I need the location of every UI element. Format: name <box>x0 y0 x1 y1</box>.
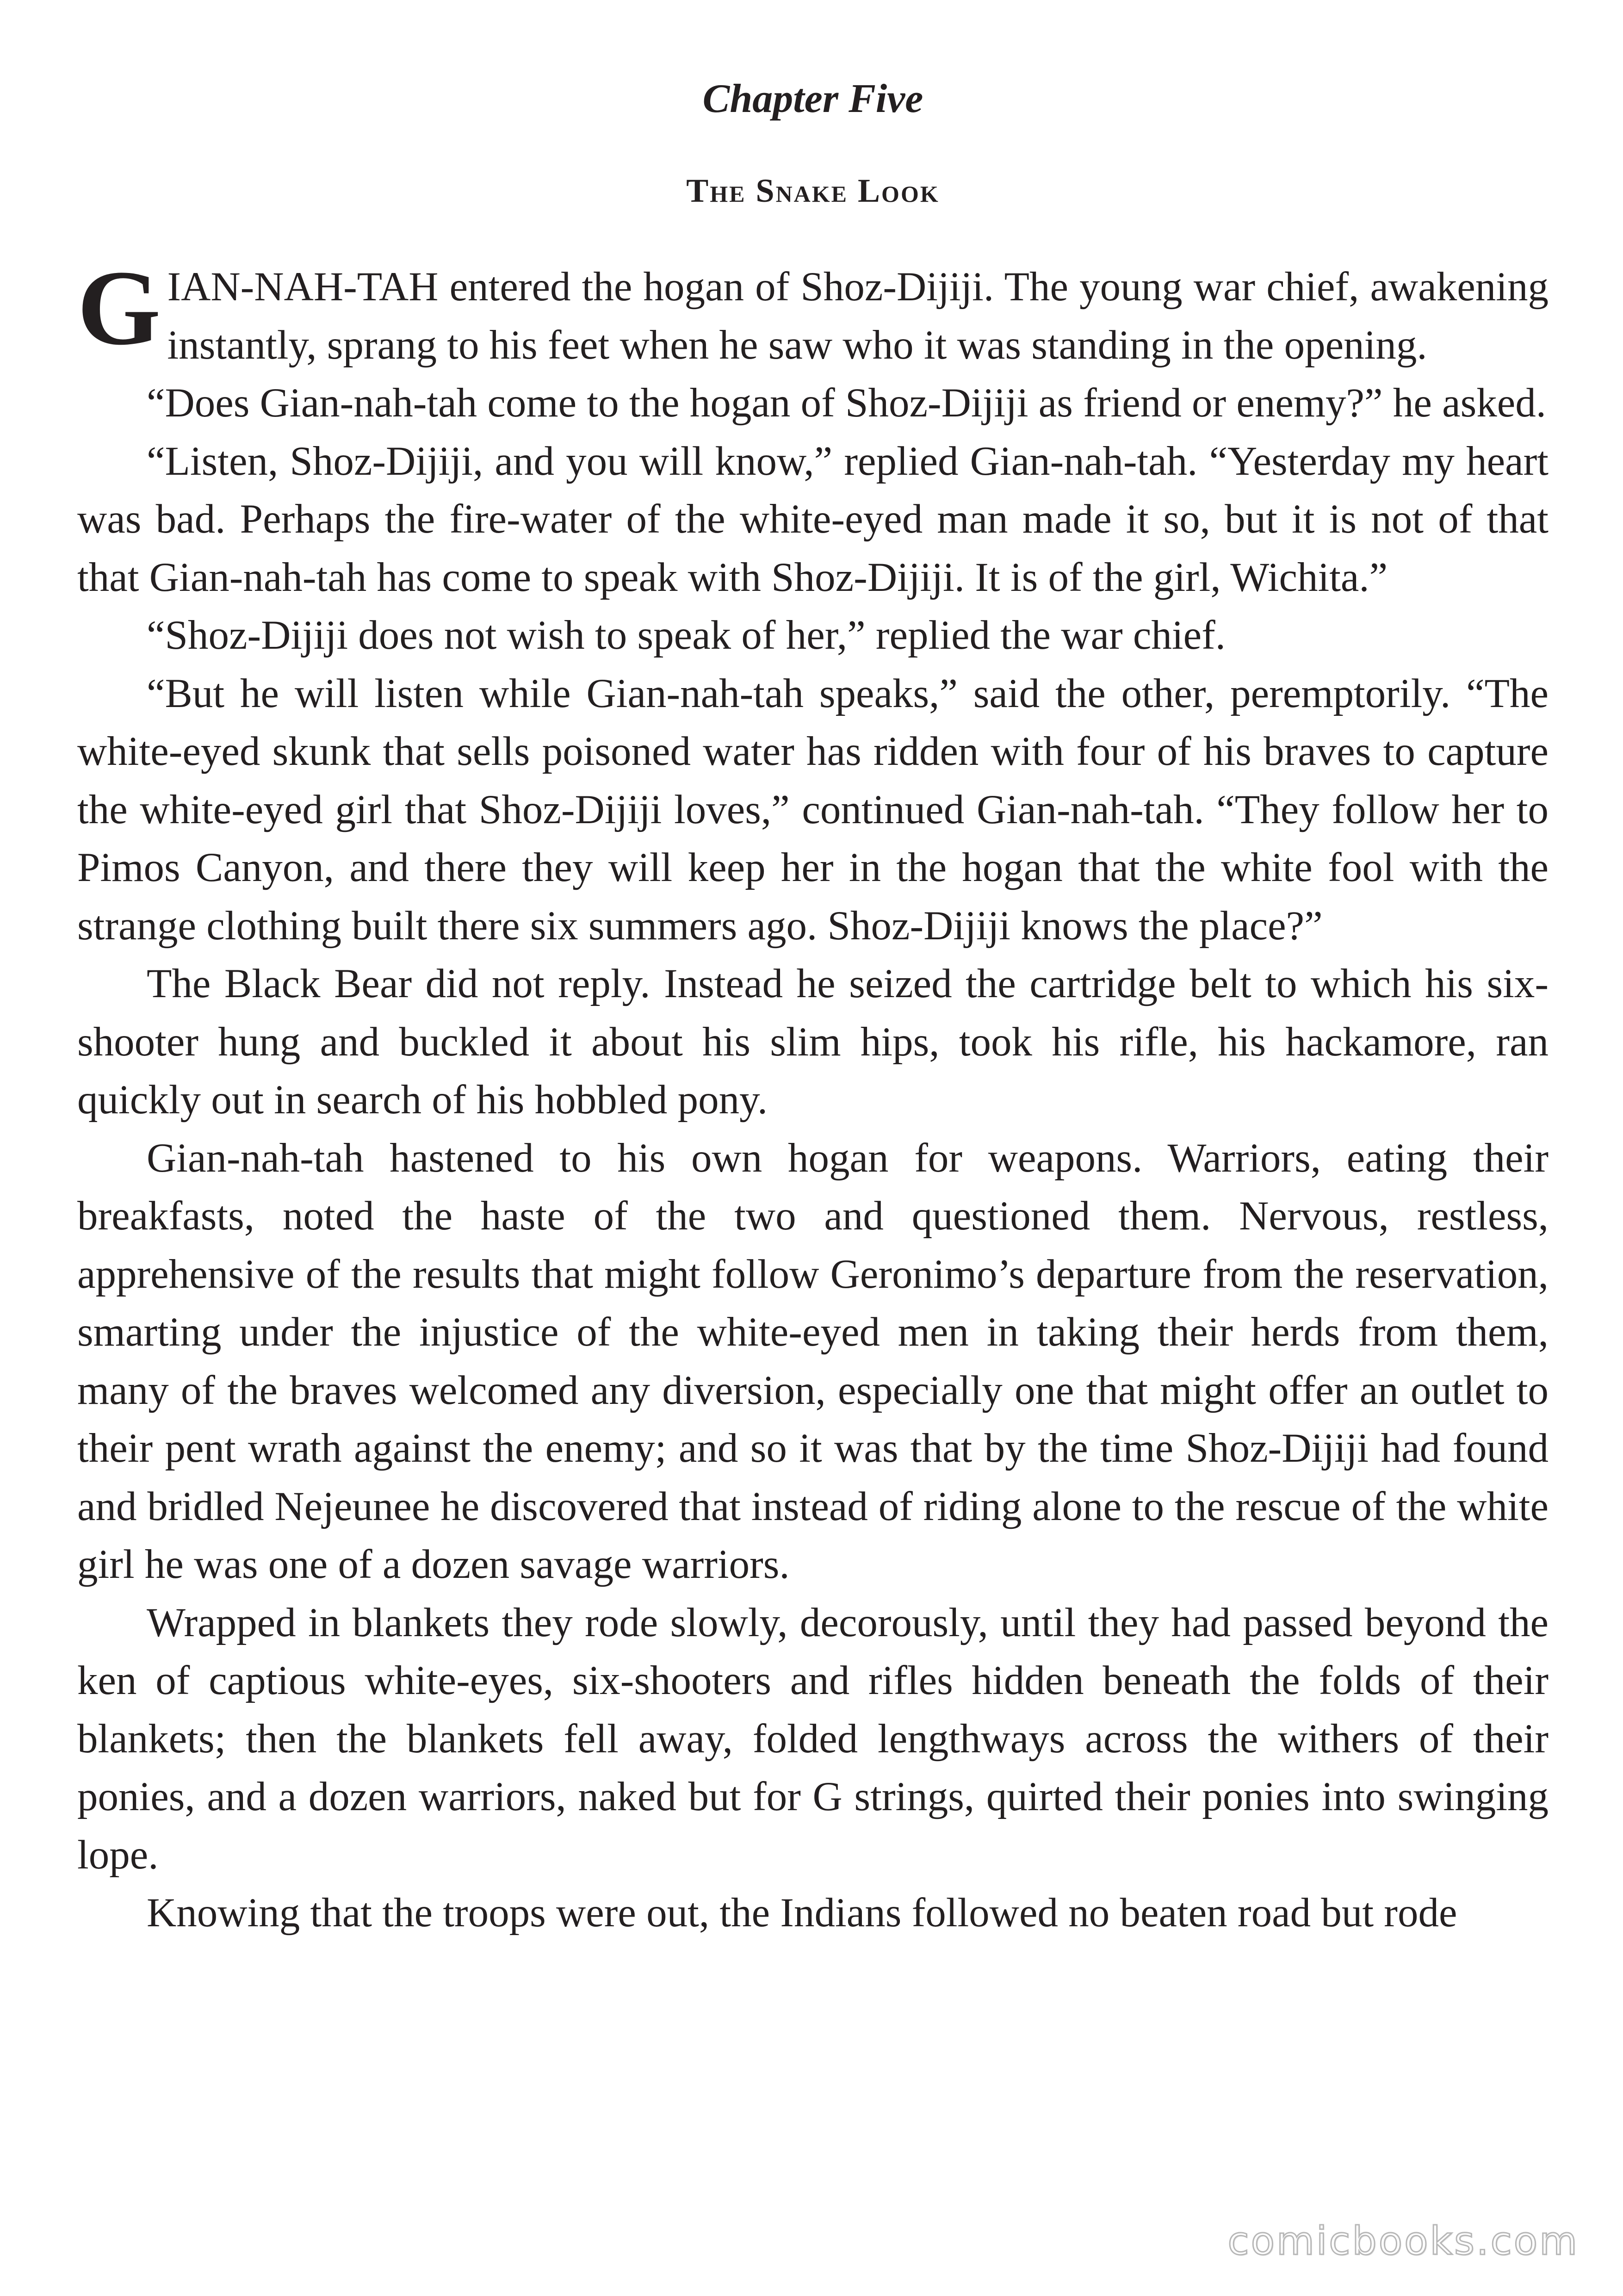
chapter-label: Chapter Five <box>702 76 923 121</box>
drop-cap: G <box>77 248 161 367</box>
paragraph-9: Knowing that the troops were out, the Indians followed no beaten road but rode <box>147 1890 1457 1936</box>
book-page <box>77 69 1549 1942</box>
paragraph-7: Gian-nah-tah hastened to his own hogan for weapons. Warriors, eating their breakfasts, noted the haste of the two and questioned them. Nervous, restless, apprehensive of the results that might follow Geronimo’s departure from the reservation, smarting under the injustice of the white-eyed men in taking their herds from them, many of the braves welcomed any diversion, especially one that might offer an outlet to their pent wrath against the enemy; and so it was that by the time Shoz-Dijiji had found and bridled Nejeunee he discovered that instead of riding alone to the rescue of the white girl he was one of a dozen savage warriors. <box>77 1135 1549 1587</box>
chapter-title: The Snake Look <box>686 172 940 209</box>
paragraph-1 <box>77 248 1549 374</box>
site-watermark: comicbooks.com <box>1227 2218 1579 2264</box>
paragraph-8: Wrapped in blankets they rode slowly, decorously, until they had passed beyond the ken of captious white-eyes, six-shooters and rifles hidden beneath the folds of their blankets; then the blankets fell away, folded lengthways across the withers of their ponies, and a dozen warriors, naked but for G strings, quirted their ponies into swinging lope. <box>77 1600 1549 1878</box>
paragraph-2: “Does Gian-nah-tah come to the hogan of Shoz-Dijiji as friend or enemy?” he asked. <box>147 380 1546 426</box>
paragraph-3: “Listen, Shoz-Dijiji, and you will know,” replied Gian-nah-tah. “Yesterday my heart was bad. Perhaps the fire-water of the white-eyed man made it so, but it is not of that that Gian-nah-tah has come to speak with Shoz-Dijiji. It is of the girl, Wichita.” <box>77 438 1549 600</box>
paragraph-6: The Black Bear did not reply. Instead he seized the cartridge belt to which his six-shooter hung and buckled it about his slim hips, took his rifle, his hackamore, ran quickly out in search of his hobbled pony. <box>77 961 1549 1123</box>
paragraph-4: “Shoz-Dijiji does not wish to speak of her,” replied the war chief. <box>147 613 1226 658</box>
paragraph-5: “But he will listen while Gian-nah-tah speaks,” said the other, peremptorily. “The white-eyed skunk that sells poisoned water has ridden with four of his braves to capture the white-eyed girl that Shoz-Dijiji loves,” continued Gian-nah-tah. “They follow her to Pimos Canyon, and there they will keep her in the hogan that the white fool with the strange clothing built there six summers ago. Shoz-Dijiji knows the place?” <box>77 670 1549 949</box>
paragraph-1-text: IAN-NAH-TAH entered the hogan of Shoz-Dijiji. The young war chief, awakening instantly, sprang to his feet when he saw who it was standing in the opening. <box>167 264 1549 368</box>
chapter-body <box>77 248 1549 1942</box>
